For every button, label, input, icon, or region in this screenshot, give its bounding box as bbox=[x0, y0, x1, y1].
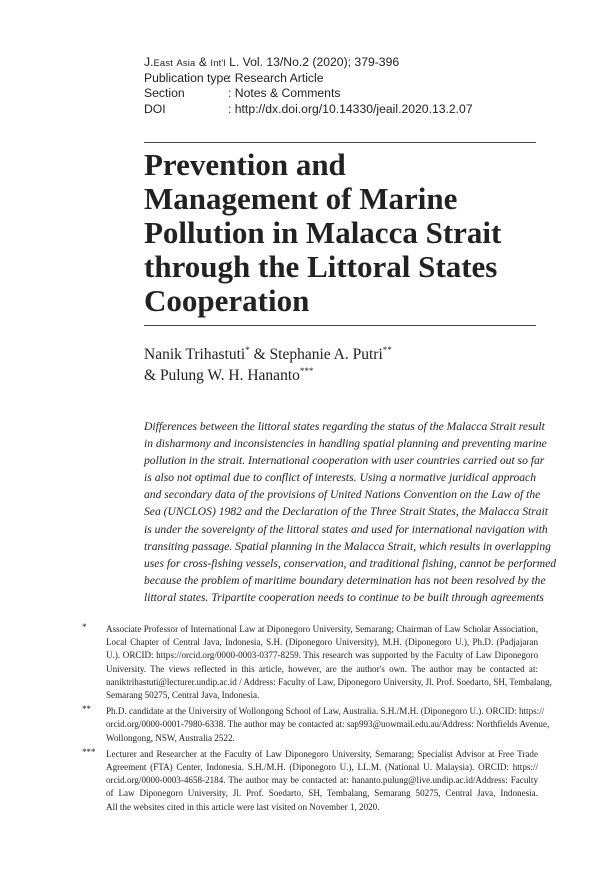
abstract-line: and secondary data of the provisions of United Nations Convention on the Law of the bbox=[144, 488, 541, 502]
abstract-line: because the problem of maritime boundary determination has not been resolved by the bbox=[144, 573, 546, 587]
author-name: Pulung W. H. Hananto bbox=[159, 366, 300, 384]
journal-asia: Asia bbox=[176, 57, 196, 68]
footnote-line: of Law Diponegoro University, Jl. Prof. Soedarto, SH, Tembalang, Semarang 50275, Central Java, Indonesia. bbox=[106, 788, 538, 799]
doi-link[interactable]: : http://dx.doi.org/10.14330/jeail.2020.13.2.07 bbox=[228, 101, 473, 116]
author-separator: & bbox=[249, 346, 270, 363]
footnote-marker: ** bbox=[82, 704, 91, 715]
footnote-line: Local Chapter of Central Java, Indonesia, S.H. (Diponegoro University), M.H. (Diponegoro U.), Ph.D. (Padjajaran bbox=[106, 637, 538, 648]
article-title bbox=[144, 148, 544, 318]
footnote-line: Wollongong, NSW, Australia 2522. bbox=[106, 732, 235, 743]
doi-row bbox=[144, 102, 473, 118]
footnote-line: University. The views reflected in this article, however, are the author's own. The author may be contacted at: bbox=[106, 663, 538, 674]
section-label: Section bbox=[144, 86, 185, 100]
authors-line-2 bbox=[144, 366, 392, 387]
footnote-2 bbox=[82, 704, 550, 745]
footnote-3 bbox=[82, 748, 538, 814]
publication-type-label: Publication type bbox=[144, 70, 231, 85]
footnote-marker: * bbox=[245, 345, 250, 355]
journal-prefix: J. bbox=[144, 55, 154, 69]
title-line: Management of Marine bbox=[144, 181, 458, 216]
title-line: Cooperation bbox=[144, 283, 310, 318]
journal-citation bbox=[144, 55, 473, 71]
abstract-line: transiting passage. Spatial planning in the Malacca Strait, which results in overlapping bbox=[144, 539, 551, 553]
title-line: through the Littoral States bbox=[144, 249, 498, 284]
footnote-1 bbox=[82, 622, 552, 702]
abstract-line: is also not optimal due to conflict of interests. Using a normative juridical approach bbox=[144, 471, 536, 485]
section-value: : Notes & Comments bbox=[228, 86, 341, 100]
footnote-marker: ** bbox=[382, 345, 392, 355]
section-row bbox=[144, 86, 473, 102]
abstract bbox=[144, 418, 557, 606]
journal-intl: Int'l bbox=[210, 57, 226, 68]
footnote-marker: *** bbox=[82, 746, 96, 757]
article-metadata bbox=[144, 55, 473, 117]
author-separator: & bbox=[144, 366, 160, 384]
abstract-line: pollution in the strait. International cooperation with user countries carried out so far bbox=[144, 454, 545, 468]
authors-line-1 bbox=[144, 345, 392, 366]
abstract-line: Differences between the littoral states regarding the status of the Malacca Strait result bbox=[144, 420, 545, 433]
footnote-marker: *** bbox=[299, 365, 314, 376]
footnote-line: naniktrihastuti@lecturer.undip.ac.id / Address: Faculty of Law, Diponegoro University, Jl. Prof. Soedarto, SH, Tembalang, bbox=[106, 676, 552, 687]
footnotes bbox=[82, 622, 552, 817]
title-line: Prevention and bbox=[144, 147, 346, 182]
author-name: Nanik Trihastuti bbox=[144, 346, 246, 363]
footnote-line: U.). ORCID: https://orcid.org/0000-0003-0377-8259. This research was supported by the Faculty of Law Diponegoro bbox=[106, 650, 538, 661]
author-list bbox=[144, 345, 392, 386]
author-name: Stephanie A. Putri bbox=[269, 346, 383, 363]
footnote-line: orcid.org/0000-0003-4658-2184. The author may be contacted at: hananto.pulung@live.undip.ac.id/Address: Faculty bbox=[106, 775, 538, 786]
abstract-line: Sea (UNCLOS) 1982 and the Declaration of the Three Strait States, the Malacca Strait bbox=[144, 505, 549, 519]
footnote-line: All the websites cited in this article were last visited on November 1, 2020. bbox=[106, 801, 380, 812]
footnote-line: Associate Professor of International Law at Diponegoro University, Semarang; Chairman of Law Scholar Association, bbox=[106, 624, 538, 634]
doi-label: DOI bbox=[144, 101, 166, 116]
title-bottom-rule bbox=[144, 325, 536, 326]
footnote-line: Agreement (FTA) Center, Indonesia. S.H./M.H. (Diponegoro U.), LL.M. (National U. Malaysia). ORCID: https:// bbox=[106, 762, 538, 773]
publication-type-row bbox=[144, 71, 473, 87]
abstract-line: uses for cross-fishing vessels, conservation, and traditional fishing, cannot be performed bbox=[144, 556, 557, 570]
footnote-line: Ph.D. candidate at the University of Wollongong School of Law, Australia. S.H./M.H. (Diponegoro U.). ORCID: https:// bbox=[106, 706, 545, 717]
footnote-line: Lecturer and Researcher at the Faculty of Law Diponegoro University, Semarang; Specialist Advisor at Free Trade bbox=[106, 748, 538, 759]
journal-amp: & bbox=[195, 55, 211, 69]
footnote-line: Semarang 50275, Central Java, Indonesia. bbox=[106, 690, 260, 701]
title-line: Pollution in Malacca Strait bbox=[144, 215, 502, 250]
footnote-marker: * bbox=[82, 622, 87, 632]
journal-volume: L. Vol. 13/No.2 (2020); 379-396 bbox=[225, 55, 400, 69]
journal-east: East bbox=[153, 57, 174, 68]
publication-type-value: : Research Article bbox=[228, 70, 324, 85]
abstract-line: littoral states. Tripartite cooperation needs to continue to be built through agreements bbox=[144, 590, 544, 604]
abstract-line: in disharmony and inconsistencies in handling spatial planning and preventing marine bbox=[144, 437, 547, 451]
footnote-line: orcid.org/0000-0001-7980-6338. The author may be contacted at: sap993@uowmail.edu.au/Address: Northfields Avenue, bbox=[106, 719, 550, 730]
abstract-line: is under the sovereignty of the littoral states and used for international navigation with bbox=[144, 522, 548, 536]
title-top-rule bbox=[144, 142, 536, 143]
